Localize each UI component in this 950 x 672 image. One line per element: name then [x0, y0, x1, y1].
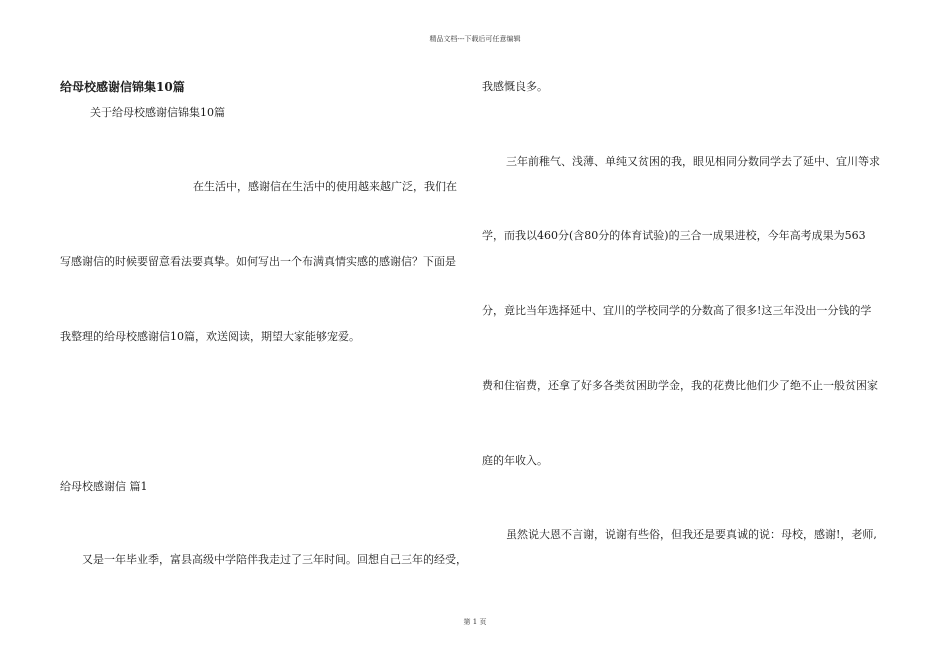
paragraph-line: 学，而我以460分(含80分的体育试验)的三合一成果进校，今年高考成果为563: [482, 229, 866, 242]
intro-line-3: 我整理的给母校感谢信10篇，欢送阅读，期望大家能够宠爱。: [60, 330, 360, 343]
document-title: 给母校感谢信锦集10篇: [60, 80, 185, 94]
paragraph-line: 我感慨良多。: [482, 80, 548, 93]
paragraph-line: 虽然说大恩不言谢，说谢有些俗，但我还是要真诚的说：母校，感谢!，老师,: [506, 528, 877, 541]
intro-line-2: 写感谢信的时候要留意看法要真挚。如何写出一个布满真情实感的感谢信？下面是: [60, 255, 456, 268]
page-footer: 第 1 页: [463, 618, 487, 626]
paragraph-line: 庭的年收入。: [482, 454, 548, 467]
paragraph-line: 费和住宿费，还拿了好多各类贫困助学金，我的花费比他们少了绝不止一般贫困家: [482, 379, 878, 392]
document-subtitle: 关于给母校感谢信锦集10篇: [90, 106, 225, 119]
paragraph-line: 分，竟比当年选择延中、宜川的学校同学的分数高了很多!这三年没出一分钱的学: [482, 304, 872, 317]
section-heading: 给母校感谢信 篇1: [60, 480, 148, 493]
intro-line-1: 在生活中，感谢信在生活中的使用越来越广泛，我们在: [193, 180, 457, 193]
page-header: 精品文档---下载后可任意编辑: [429, 35, 521, 43]
paragraph-line: 三年前稚气、浅薄、单纯又贫困的我，眼见相同分数同学去了延中、宜川等求: [506, 155, 880, 168]
paragraph-line: 又是一年毕业季，富县高级中学陪伴我走过了三年时间。回想自己三年的经受，: [82, 553, 467, 566]
